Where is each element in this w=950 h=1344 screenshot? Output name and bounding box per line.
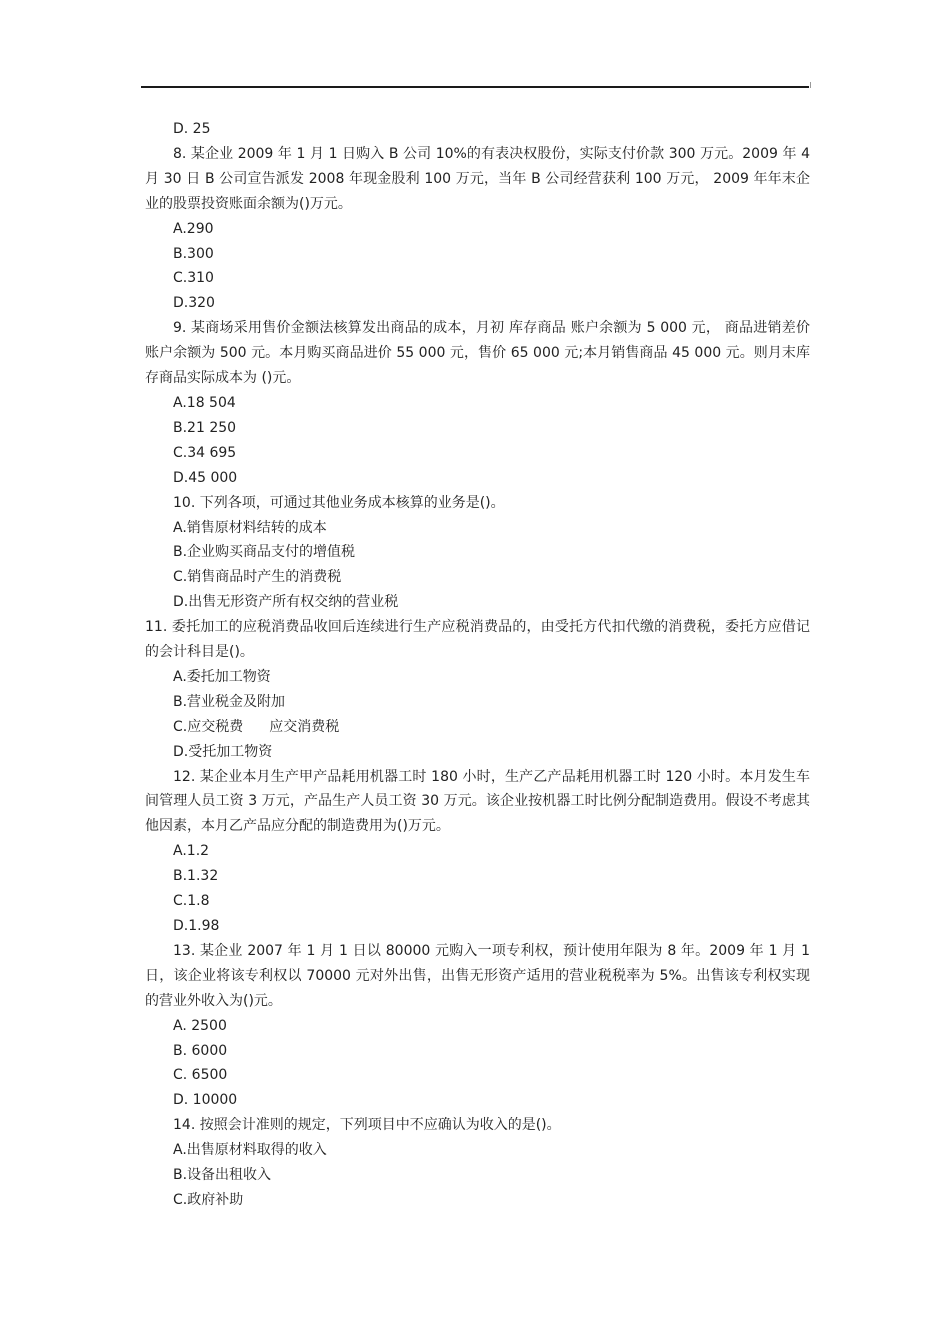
header-rule-end-mark <box>810 82 811 88</box>
q14-option-b: B.设备出租收入 <box>173 1167 272 1184</box>
q11-option-c <box>145 715 810 740</box>
q13-option-a: A. 2500 <box>173 1017 227 1034</box>
q14-option-a: A.出售原材料取得的收入 <box>173 1142 327 1159</box>
q10-option-a: A.销售原材料结转的成本 <box>173 519 327 536</box>
q8-option-b: B.300 <box>173 245 214 262</box>
q9-stem: 9. 某商场采用售价金额法核算发出商品的成本，月初 库存商品 账户余额为 5 000 元， 商品进销差价 账户余额为 500 元。本月购买商品进价 55 000 元，售价 65 000 元;本月销售商品 45 000 元。则月末库存商品实际成本为 ()元。 <box>145 320 810 387</box>
question-14 <box>145 1113 810 1213</box>
q11-option-c-part1: C.应交税费 <box>173 718 244 735</box>
q11-option-c-part2: 应交消费税 <box>269 718 340 735</box>
q7-option-d: D. 25 <box>173 121 211 137</box>
q9-option-b: B.21 250 <box>173 419 237 436</box>
q8-option-c: C.310 <box>173 270 214 287</box>
header-rule <box>141 86 809 88</box>
question-13 <box>145 939 810 1113</box>
q10-stem: 10. 下列各项，可通过其他业务成本核算的业务是()。 <box>173 494 505 511</box>
q10-option-b: B.企业购买商品支付的增值税 <box>173 544 356 561</box>
q11-option-b: B.营业税金及附加 <box>173 693 286 710</box>
question-10 <box>145 491 810 616</box>
q14-option-c: C.政府补助 <box>173 1191 244 1208</box>
q11-option-a: A.委托加工物资 <box>173 668 271 685</box>
q13-option-c: C. 6500 <box>173 1067 228 1084</box>
q10-option-c: C.销售商品时产生的消费税 <box>173 569 342 586</box>
q8-option-a: A.290 <box>173 220 214 237</box>
q12-option-a: A.1.2 <box>173 843 210 860</box>
q12-option-c: C.1.8 <box>173 893 210 910</box>
question-12 <box>145 765 810 939</box>
question-11 <box>145 615 810 764</box>
q9-option-c: C.34 695 <box>173 444 237 461</box>
q12-stem: 12. 某企业本月生产甲产品耗用机器工时 180 小时，生产乙产品耗用机器工时 120 小时。本月发生车间管理人员工资 3 万元，产品生产人员工资 30 万元。该企业按机器工时比例分配制造费用。假设不考虑其他因素，本月乙产品应分配的制造费用为()万元。 <box>145 768 810 835</box>
question-9 <box>145 316 810 490</box>
q9-option-d: D.45 000 <box>173 469 238 486</box>
q13-stem: 13. 某企业 2007 年 1 月 1 日以 80000 元购入一项专利权，预计使用年限为 8 年。2009 年 1 月 1 日，该企业将该专利权以 70000 元对外出售，出售无形资产适用的营业税税率为 5%。出售该专利权实现的营业外收入为()元。 <box>145 942 810 1009</box>
q13-option-b: B. 6000 <box>173 1042 228 1059</box>
question-list <box>145 117 810 1213</box>
q8-stem: 8. 某企业 2009 年 1 月 1 日购入 B 公司 10%的有表决权股份，实际支付价款 300 万元。2009 年 4 月 30 日 B 公司宣告派发 2008 年现金股利 100 万元，当年 B 公司经营获利 100 万元， 2009 年年末企业的股票投资账面余额为()万元。 <box>145 145 810 212</box>
q9-option-a: A.18 504 <box>173 394 236 411</box>
q10-option-d: D.出售无形资产所有权交纳的营业税 <box>173 594 399 611</box>
q11-option-d: D.受托加工物资 <box>173 743 273 760</box>
q14-stem: 14. 按照会计准则的规定，下列项目中不应确认为收入的是()。 <box>173 1117 561 1134</box>
q12-option-d: D.1.98 <box>173 918 220 934</box>
question-8 <box>145 142 810 316</box>
q8-option-d: D.320 <box>173 295 215 312</box>
q12-option-b: B.1.32 <box>173 868 219 885</box>
q11-stem: 11. 委托加工的应税消费品收回后连续进行生产应税消费品的，由受托方代扣代缴的消费税，委托方应借记的会计科目是()。 <box>145 619 810 661</box>
q13-option-d: D. 10000 <box>173 1092 238 1109</box>
